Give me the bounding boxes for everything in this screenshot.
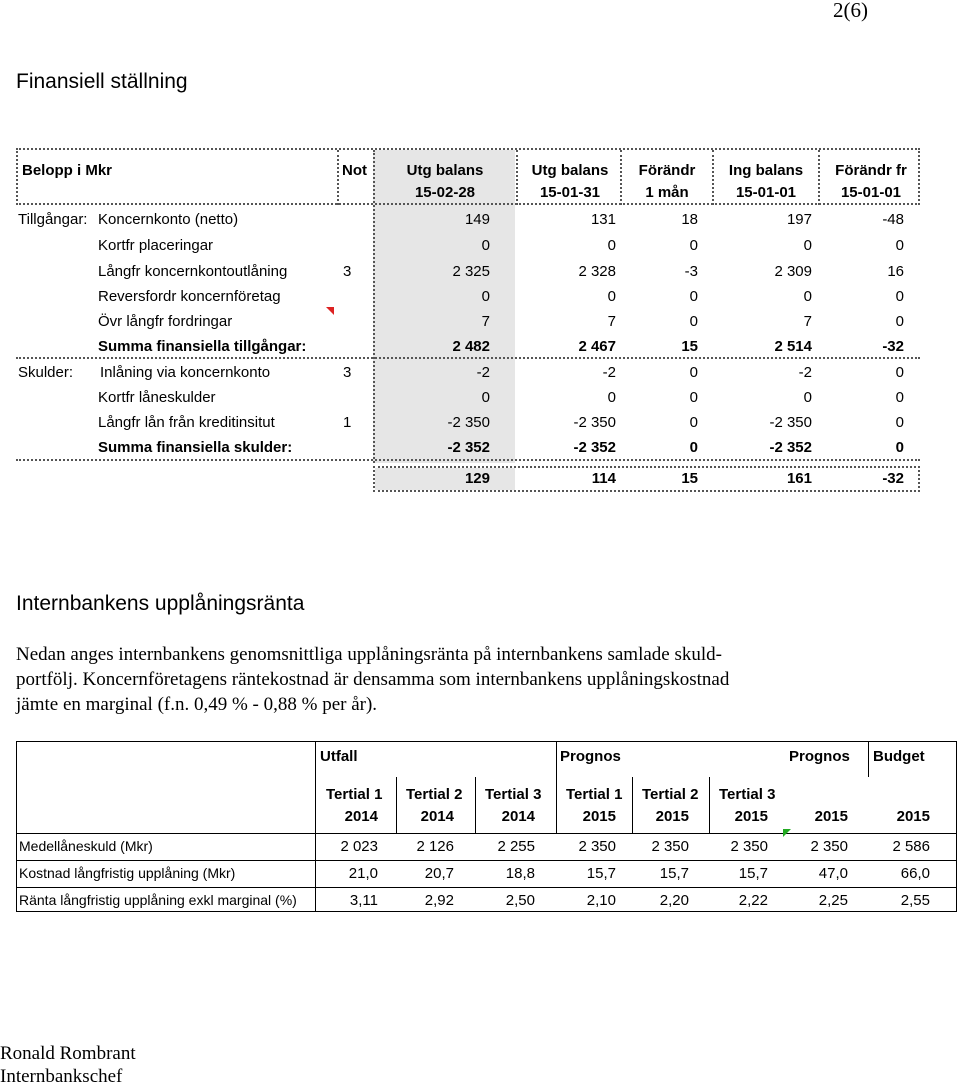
table1-cell: -3 xyxy=(684,263,698,280)
table2-divider xyxy=(315,741,316,912)
table1-divider xyxy=(712,150,714,205)
table2-cell: 2 350 xyxy=(730,838,768,855)
table1-cell: -32 xyxy=(882,338,904,355)
header-col5-date: 15-01-01 xyxy=(840,184,902,201)
table1-divider xyxy=(337,150,339,205)
table1-cell: 15 xyxy=(681,338,698,355)
table2-col-header: Tertial 3 xyxy=(719,786,776,803)
table2-col-year: 2014 xyxy=(344,808,378,825)
table1-row-label: Långfr koncernkontoutlåning xyxy=(98,263,288,280)
table1-cell: 0 xyxy=(803,389,812,406)
table2-cell: 2 023 xyxy=(340,838,378,855)
table1-total: 15 xyxy=(681,470,698,487)
group-prognos: Prognos xyxy=(560,748,621,765)
table1-cell: 0 xyxy=(895,364,904,381)
table1-cell: -2 352 xyxy=(769,439,812,456)
table1-cell: -2 350 xyxy=(447,414,490,431)
table2-col-year: 2015 xyxy=(734,808,768,825)
header-col5: Förändr fr xyxy=(835,162,907,179)
signature xyxy=(0,1042,136,1088)
table2-cell: 66,0 xyxy=(900,865,930,882)
table2-cell: 2 255 xyxy=(497,838,535,855)
table1-cell: -2 xyxy=(602,364,616,381)
table1-cell: 7 xyxy=(607,313,616,330)
table1-cell: 0 xyxy=(803,237,812,254)
table2-col-header: Tertial 2 xyxy=(406,786,463,803)
table1-cell: -48 xyxy=(882,211,904,228)
section-title-internbank: Internbankens upplåningsränta xyxy=(16,592,305,615)
table1-cell: 197 xyxy=(786,211,812,228)
table2-cell: 2,50 xyxy=(505,892,535,909)
table1-cell: 18 xyxy=(681,211,698,228)
table1-cell: 0 xyxy=(689,313,698,330)
table2-divider xyxy=(868,741,869,777)
table1-row-label: Kortfr placeringar xyxy=(98,237,214,254)
table2-cell: 21,0 xyxy=(348,865,378,882)
header-belopp: Belopp i Mkr xyxy=(22,162,113,179)
table2-rule xyxy=(16,833,957,834)
table1-cell: 2 325 xyxy=(452,263,490,280)
table1-cell: 0 xyxy=(689,288,698,305)
header-col4-date: 15-01-01 xyxy=(735,184,797,201)
section-title-finansiell: Finansiell ställning xyxy=(16,70,188,93)
table1-total: 129 xyxy=(464,470,490,487)
table2-divider xyxy=(556,741,557,777)
table1-cell: 0 xyxy=(607,288,616,305)
table1-cell: -2 352 xyxy=(447,439,490,456)
table1-row-label: Inlåning via koncernkonto xyxy=(100,364,271,381)
table1-separator xyxy=(16,459,920,461)
table1-header-box xyxy=(16,148,920,205)
table1-cell: 2 309 xyxy=(774,263,812,280)
page-number: 2(6) xyxy=(833,0,868,22)
table1-cell: 0 xyxy=(481,288,490,305)
table1-cell: 0 xyxy=(607,237,616,254)
table2-cell: 2,55 xyxy=(900,892,930,909)
table1-cell: 0 xyxy=(689,389,698,406)
table1-cell: 16 xyxy=(887,263,904,280)
signature-title: Internbankschef xyxy=(0,1066,123,1087)
table2-col-year: 2015 xyxy=(655,808,689,825)
table2-cell: 18,8 xyxy=(505,865,535,882)
table2-cell: 2,10 xyxy=(586,892,616,909)
table1-row-label: Summa finansiella tillgångar: xyxy=(98,338,307,355)
table1-cell: 0 xyxy=(895,313,904,330)
table2-row-label: Medellåneskuld (Mkr) xyxy=(19,838,153,854)
table2-row-label: Kostnad långfristig upplåning (Mkr) xyxy=(19,865,236,881)
table1-cell: 0 xyxy=(689,414,698,431)
table1-note: 1 xyxy=(343,414,352,431)
table1-cell: -2 xyxy=(798,364,812,381)
table2-col-year: 2014 xyxy=(420,808,454,825)
table1-total: 114 xyxy=(591,470,616,487)
table1-divider xyxy=(373,150,375,463)
header-col3-sub: 1 mån xyxy=(645,184,689,201)
table2-col-header: Tertial 2 xyxy=(642,786,699,803)
table2-col-year: 2015 xyxy=(896,808,930,825)
table2-cell: 2 586 xyxy=(892,838,930,855)
table1-divider xyxy=(620,150,622,205)
table2-cell: 15,7 xyxy=(659,865,689,882)
table1-cell: 0 xyxy=(895,439,904,456)
table1-cell: 0 xyxy=(607,389,616,406)
table2-col-year: 2014 xyxy=(501,808,535,825)
table1-cell: 0 xyxy=(481,389,490,406)
table2-cell: 20,7 xyxy=(424,865,454,882)
header-col1-date: 15-02-28 xyxy=(414,184,476,201)
table1-cell: 2 467 xyxy=(578,338,616,355)
table2-cell: 2 350 xyxy=(651,838,689,855)
header-not: Not xyxy=(342,162,367,179)
comment-marker-icon xyxy=(783,829,791,837)
table2-rule xyxy=(16,887,957,888)
table1-total: -32 xyxy=(882,470,904,487)
table2-cell: 2,92 xyxy=(424,892,454,909)
table1-cell: 0 xyxy=(803,288,812,305)
table2-cell: 2 126 xyxy=(416,838,454,855)
table1-cell: 0 xyxy=(689,439,698,456)
paragraph-line: Nedan anges internbankens genomsnittliga upplåningsränta på internbankens samlade skuld- xyxy=(16,644,722,665)
table2-col-year: 2015 xyxy=(814,808,848,825)
table2-cell: 3,11 xyxy=(349,892,378,909)
table1-separator xyxy=(16,357,920,359)
group-utfall: Utfall xyxy=(320,748,358,765)
table1-total: 161 xyxy=(786,470,812,487)
table2-cell: 2,22 xyxy=(738,892,768,909)
paragraph-line: jämte en marginal (f.n. 0,49 % - 0,88 % per år). xyxy=(16,694,378,715)
header-col4: Ing balans xyxy=(728,162,804,179)
table1-cell: 0 xyxy=(895,237,904,254)
table1-cell: 0 xyxy=(895,389,904,406)
table1-cell: 2 514 xyxy=(774,338,812,355)
table1-cell: 0 xyxy=(481,237,490,254)
table1-cell: 2 328 xyxy=(578,263,616,280)
table1-cell: 0 xyxy=(689,237,698,254)
table2-cell: 47,0 xyxy=(818,865,848,882)
paragraph-line: portfölj. Koncernföretagens räntekostnad är densamma som internbankens upplåningskostnad xyxy=(16,669,730,690)
table2-cell: 15,7 xyxy=(586,865,616,882)
table1-divider xyxy=(818,150,820,205)
table1-note: 3 xyxy=(343,364,352,381)
table2-rule xyxy=(16,860,957,861)
table1-row-label: Koncernkonto (netto) xyxy=(98,211,239,228)
description-paragraph xyxy=(16,642,916,717)
table1-cell: 0 xyxy=(895,414,904,431)
table2-cell: 2,25 xyxy=(818,892,848,909)
table1-cell: 7 xyxy=(803,313,812,330)
header-col3: Förändr xyxy=(638,162,696,179)
group-budget: Budget xyxy=(873,748,925,765)
table1-cell: -2 350 xyxy=(573,414,616,431)
group-label-skulder: Skulder: xyxy=(18,364,74,381)
table1-cell: 0 xyxy=(689,364,698,381)
table1-cell: 0 xyxy=(895,288,904,305)
table1-cell: 2 482 xyxy=(452,338,490,355)
table1-row-label: Övr långfr fordringar xyxy=(98,313,233,330)
table1-note: 3 xyxy=(343,263,352,280)
table1-row-label: Långfr lån från kreditinsitut xyxy=(98,414,275,431)
table1-row-label: Kortfr låneskulder xyxy=(98,389,216,406)
table1-cell: 149 xyxy=(464,211,490,228)
header-col1: Utg balans xyxy=(406,162,484,179)
table2-col-header: Tertial 3 xyxy=(485,786,542,803)
header-col2: Utg balans xyxy=(531,162,609,179)
signature-name: Ronald Rombrant xyxy=(0,1043,136,1064)
table1-cell: -2 352 xyxy=(573,439,616,456)
table2-cell: 15,7 xyxy=(738,865,768,882)
table1-cell: -2 xyxy=(476,364,490,381)
table2-cell: 2,20 xyxy=(659,892,689,909)
table1-row-label: Summa finansiella skulder: xyxy=(98,439,293,456)
table2-cell: 2 350 xyxy=(578,838,616,855)
table2-col-year: 2015 xyxy=(582,808,616,825)
comment-marker-icon xyxy=(326,307,334,315)
table2-row-label: Ränta långfristig upplåning exkl marginal (%) xyxy=(19,892,297,908)
table1-cell: 7 xyxy=(481,313,490,330)
table2-cell: 2 350 xyxy=(810,838,848,855)
table2-col-header: Tertial 1 xyxy=(566,786,623,803)
group-prognos-2: Prognos xyxy=(789,748,850,765)
table1-cell: -2 350 xyxy=(769,414,812,431)
table2-col-header: Tertial 1 xyxy=(326,786,383,803)
table1-divider xyxy=(516,150,518,205)
header-col2-date: 15-01-31 xyxy=(539,184,601,201)
group-label-tillgangar: Tillgångar: xyxy=(18,211,88,228)
table1-cell: 131 xyxy=(590,211,616,228)
table1-row-label: Reversfordr koncernföretag xyxy=(98,288,281,305)
